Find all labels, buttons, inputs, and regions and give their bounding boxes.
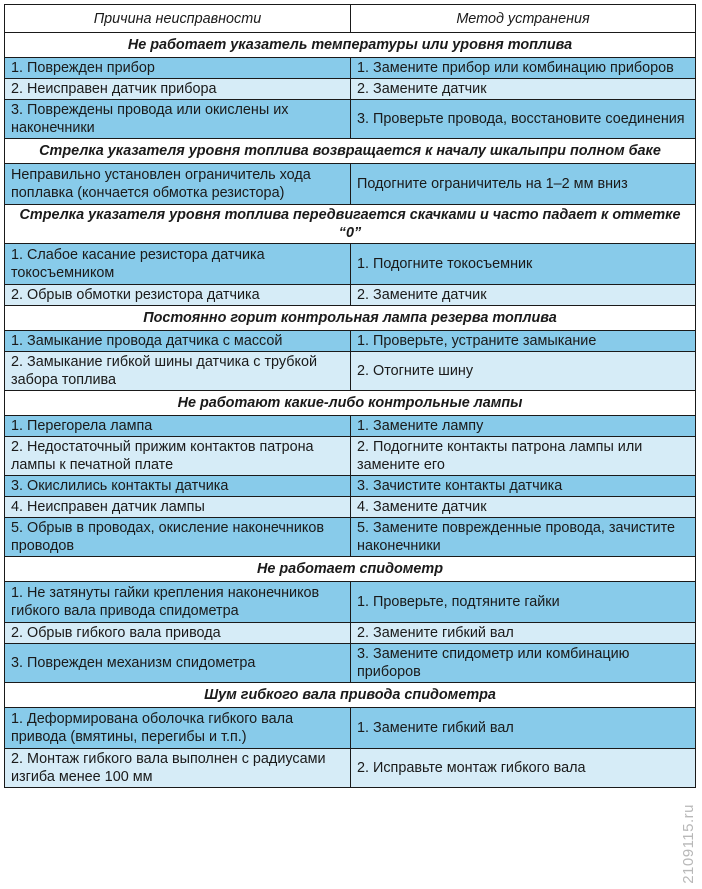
method-cell: 5. Замените поврежденные провода, зачистите наконечники bbox=[351, 518, 696, 557]
cause-cell: 1. Перегорела лампа bbox=[5, 416, 351, 437]
section-title: Шум гибкого вала привода спидометра bbox=[5, 683, 696, 708]
table-row bbox=[5, 58, 696, 79]
method-cell: 2. Исправьте монтаж гибкого вала bbox=[351, 749, 696, 788]
method-cell: 3. Замените спидометр или комбинацию приборов bbox=[351, 644, 696, 683]
method-cell: 2. Замените датчик bbox=[351, 79, 696, 100]
method-cell: 1. Проверьте, устраните замыкание bbox=[351, 331, 696, 352]
cause-cell: 1. Замыкание провода датчика с массой bbox=[5, 331, 351, 352]
cause-cell: 1. Слабое касание резистора датчика токосъемником bbox=[5, 244, 351, 285]
table-row bbox=[5, 476, 696, 497]
table-row bbox=[5, 164, 696, 205]
section-title: Стрелка указателя уровня топлива возвращается к началу шкалыпри полном баке bbox=[5, 139, 696, 164]
cause-cell: 1. Не затянуты гайки крепления наконечников гибкого вала привода спидометра bbox=[5, 582, 351, 623]
section-header bbox=[5, 391, 696, 416]
cause-cell: 4. Неисправен датчик лампы bbox=[5, 497, 351, 518]
table-row bbox=[5, 416, 696, 437]
method-cell: 1. Проверьте, подтяните гайки bbox=[351, 582, 696, 623]
cause-cell: Неправильно установлен ограничитель хода поплавка (кончается обмотка резистора) bbox=[5, 164, 351, 205]
table-row bbox=[5, 331, 696, 352]
method-cell: 2. Подогните контакты патрона лампы или замените его bbox=[351, 437, 696, 476]
section-title: Стрелка указателя уровня топлива передвигается скачками и часто падает к отметке “0” bbox=[5, 205, 696, 244]
method-cell: 3. Проверьте провода, восстановите соединения bbox=[351, 100, 696, 139]
cause-cell: 2. Монтаж гибкого вала выполнен с радиусами изгиба менее 100 мм bbox=[5, 749, 351, 788]
section-header bbox=[5, 557, 696, 582]
table-row bbox=[5, 518, 696, 557]
fault-table bbox=[4, 4, 696, 788]
cause-cell: 2. Замыкание гибкой шины датчика с трубкой забора топлива bbox=[5, 352, 351, 391]
table-row bbox=[5, 708, 696, 749]
section-header bbox=[5, 683, 696, 708]
section-title: Не работает указатель температуры или уровня топлива bbox=[5, 33, 696, 58]
cause-cell: 1. Поврежден прибор bbox=[5, 58, 351, 79]
header-method: Метод устранения bbox=[351, 5, 696, 33]
cause-cell: 3. Окислились контакты датчика bbox=[5, 476, 351, 497]
section-header bbox=[5, 306, 696, 331]
section-header bbox=[5, 139, 696, 164]
section-title: Постоянно горит контрольная лампа резерва топлива bbox=[5, 306, 696, 331]
table-row bbox=[5, 100, 696, 139]
table-row bbox=[5, 437, 696, 476]
section-title: Не работают какие-либо контрольные лампы bbox=[5, 391, 696, 416]
table-row bbox=[5, 644, 696, 683]
header-cause: Причина неисправности bbox=[5, 5, 351, 33]
section-header bbox=[5, 33, 696, 58]
method-cell: 3. Зачистите контакты датчика bbox=[351, 476, 696, 497]
cause-cell: 5. Обрыв в проводах, окисление наконечников проводов bbox=[5, 518, 351, 557]
cause-cell: 2. Обрыв обмотки резистора датчика bbox=[5, 285, 351, 306]
table-row bbox=[5, 79, 696, 100]
table-row bbox=[5, 582, 696, 623]
method-cell: 1. Подогните токосъемник bbox=[351, 244, 696, 285]
table-row bbox=[5, 623, 696, 644]
table-row bbox=[5, 244, 696, 285]
cause-cell: 2. Недостаточный прижим контактов патрона лампы к печатной плате bbox=[5, 437, 351, 476]
method-cell: 4. Замените датчик bbox=[351, 497, 696, 518]
watermark: 2109115.ru bbox=[680, 804, 697, 884]
table-row bbox=[5, 285, 696, 306]
method-cell: 2. Замените гибкий вал bbox=[351, 623, 696, 644]
method-cell: 2. Отогните шину bbox=[351, 352, 696, 391]
cause-cell: 1. Деформирована оболочка гибкого вала привода (вмятины, перегибы и т.п.) bbox=[5, 708, 351, 749]
header-row bbox=[5, 5, 696, 33]
table-row bbox=[5, 749, 696, 788]
table-row bbox=[5, 497, 696, 518]
method-cell: 2. Замените датчик bbox=[351, 285, 696, 306]
section-title: Не работает спидометр bbox=[5, 557, 696, 582]
method-cell: 1. Замените гибкий вал bbox=[351, 708, 696, 749]
cause-cell: 3. Повреждены провода или окислены их наконечники bbox=[5, 100, 351, 139]
method-cell: 1. Замените лампу bbox=[351, 416, 696, 437]
table-row bbox=[5, 352, 696, 391]
cause-cell: 2. Неисправен датчик прибора bbox=[5, 79, 351, 100]
section-header bbox=[5, 205, 696, 244]
method-cell: Подогните ограничитель на 1–2 мм вниз bbox=[351, 164, 696, 205]
cause-cell: 3. Поврежден механизм спидометра bbox=[5, 644, 351, 683]
cause-cell: 2. Обрыв гибкого вала привода bbox=[5, 623, 351, 644]
method-cell: 1. Замените прибор или комбинацию приборов bbox=[351, 58, 696, 79]
